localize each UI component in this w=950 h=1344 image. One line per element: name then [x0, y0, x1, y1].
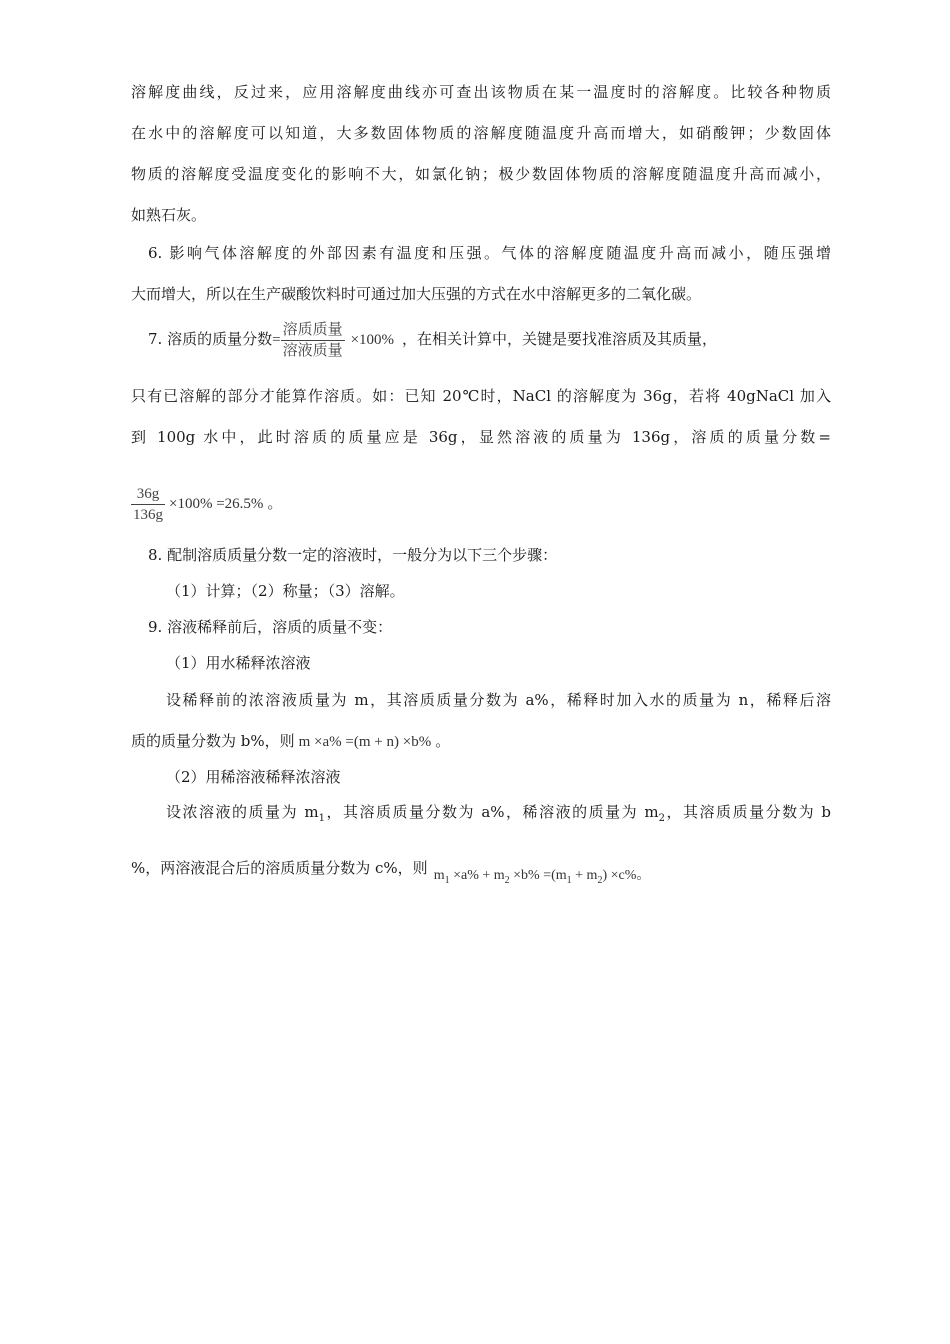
- calc-denominator: 136g: [133, 506, 163, 523]
- f-plus: + m: [575, 868, 598, 883]
- p7-line-2: 只有已溶解的部分才能算作溶质。如：已知 20℃时，NaCl 的溶解度为 36g，若将 40gNaCl 加入: [131, 387, 831, 405]
- p7-equals: =: [272, 332, 281, 348]
- p9-sub1-text: 质的质量分数为 b%，则: [131, 732, 295, 750]
- p9-sub2-text-c: ，其溶质质量分数为 b: [665, 803, 831, 821]
- p9-sub2-text-a: 设浓溶液的质量为 m: [166, 803, 319, 821]
- p8-line-1: 8. 配制溶质质量分数一定的溶液时，一般分为以下三个步骤：: [148, 546, 558, 564]
- f-sub-1: 1: [444, 874, 450, 886]
- p9-sub2-line-2: [131, 858, 831, 885]
- f-period: 。: [636, 868, 651, 883]
- calc-fraction: [131, 485, 165, 524]
- p9-sub2-line2-text: %，两溶液混合后的溶质质量分数为 c%，则: [131, 859, 428, 877]
- p9-sub1-title: （1）用水稀释浓溶液: [166, 654, 311, 672]
- p8-line-2: （1）计算；（2）称量；（3）溶解。: [166, 582, 405, 600]
- subscript-1: 1: [318, 813, 325, 824]
- p7-prefix: 7. 溶质的质量分数: [148, 330, 273, 348]
- p5-line-2: 在水中的溶解度可以知道，大多数固体物质的溶解度随温度升高而增大，如硝酸钾；少数固体: [131, 124, 831, 142]
- fraction-numerator: 溶质质量: [281, 321, 345, 341]
- calc-end: 。: [267, 494, 283, 512]
- dilution-formula: m ×a% =(m + n) ×b%: [298, 734, 432, 750]
- f-m: m: [433, 868, 445, 883]
- p9-line-1: 9. 溶液稀释前后，溶质的质量不变：: [148, 618, 393, 636]
- p9-sub1-end: 。: [435, 732, 451, 750]
- p5-line-1: 溶解度曲线，反过来，应用溶解度曲线亦可查出该物质在某一温度时的溶解度。比较各种物质: [131, 83, 831, 101]
- p5-line-4: 如熟石灰。: [131, 206, 207, 224]
- p7-calc-line: [131, 482, 831, 525]
- f-sub-2: 2: [504, 874, 510, 886]
- p7-suffix: ，在相关计算中，关键是要找准溶质及其质量，: [402, 330, 718, 348]
- f-sub-4: 2: [597, 874, 603, 886]
- calc-numerator: 36g: [131, 485, 165, 505]
- subscript-2: 2: [658, 813, 666, 824]
- p9-sub2-title: （2）用稀溶液稀释浓溶液: [166, 768, 341, 786]
- f-sub-3: 1: [566, 874, 572, 886]
- p7-times-100: ×100%: [350, 332, 395, 348]
- calc-result: ×100% =26.5%: [169, 496, 264, 512]
- p6-line-1: 6. 影响气体溶解度的外部因素有温度和压强。气体的溶解度随温度升高而减小，随压强增: [148, 244, 831, 262]
- f-b: ×b% =(m: [513, 868, 567, 883]
- p9-sub1-line-1: 设稀释前的浓溶液质量为 m，其溶质质量分数为 a%，稀释时加入水的质量为 n，稀释后溶: [166, 691, 831, 709]
- p6-line-2: 大而增大，所以在生产碳酸饮料时可通过加大压强的方式在水中溶解更多的二氧化碳。: [131, 285, 702, 303]
- mixing-formula: [433, 868, 651, 886]
- p9-sub2-line-1: [166, 802, 831, 829]
- mass-fraction-formula: [281, 321, 345, 360]
- fraction-denominator: 溶液质量: [282, 342, 343, 359]
- f-a: ×a% + m: [453, 868, 505, 883]
- p7-line-3: 到 100g 水中，此时溶质的质量应是 36g，显然溶液的质量为 136g，溶质的质量分数=: [131, 428, 831, 446]
- p5-line-3: 物质的溶解度受温度变化的影响不大，如氯化钠；极少数固体物质的溶解度随温度升高而减小，: [131, 165, 831, 183]
- p9-sub1-line-2: [131, 731, 831, 752]
- p7-line-1: [148, 318, 831, 361]
- f-end: ) ×c%: [602, 868, 637, 883]
- p9-sub2-text-b: ，其溶质质量分数为 a%，稀溶液的质量为 m: [324, 803, 659, 821]
